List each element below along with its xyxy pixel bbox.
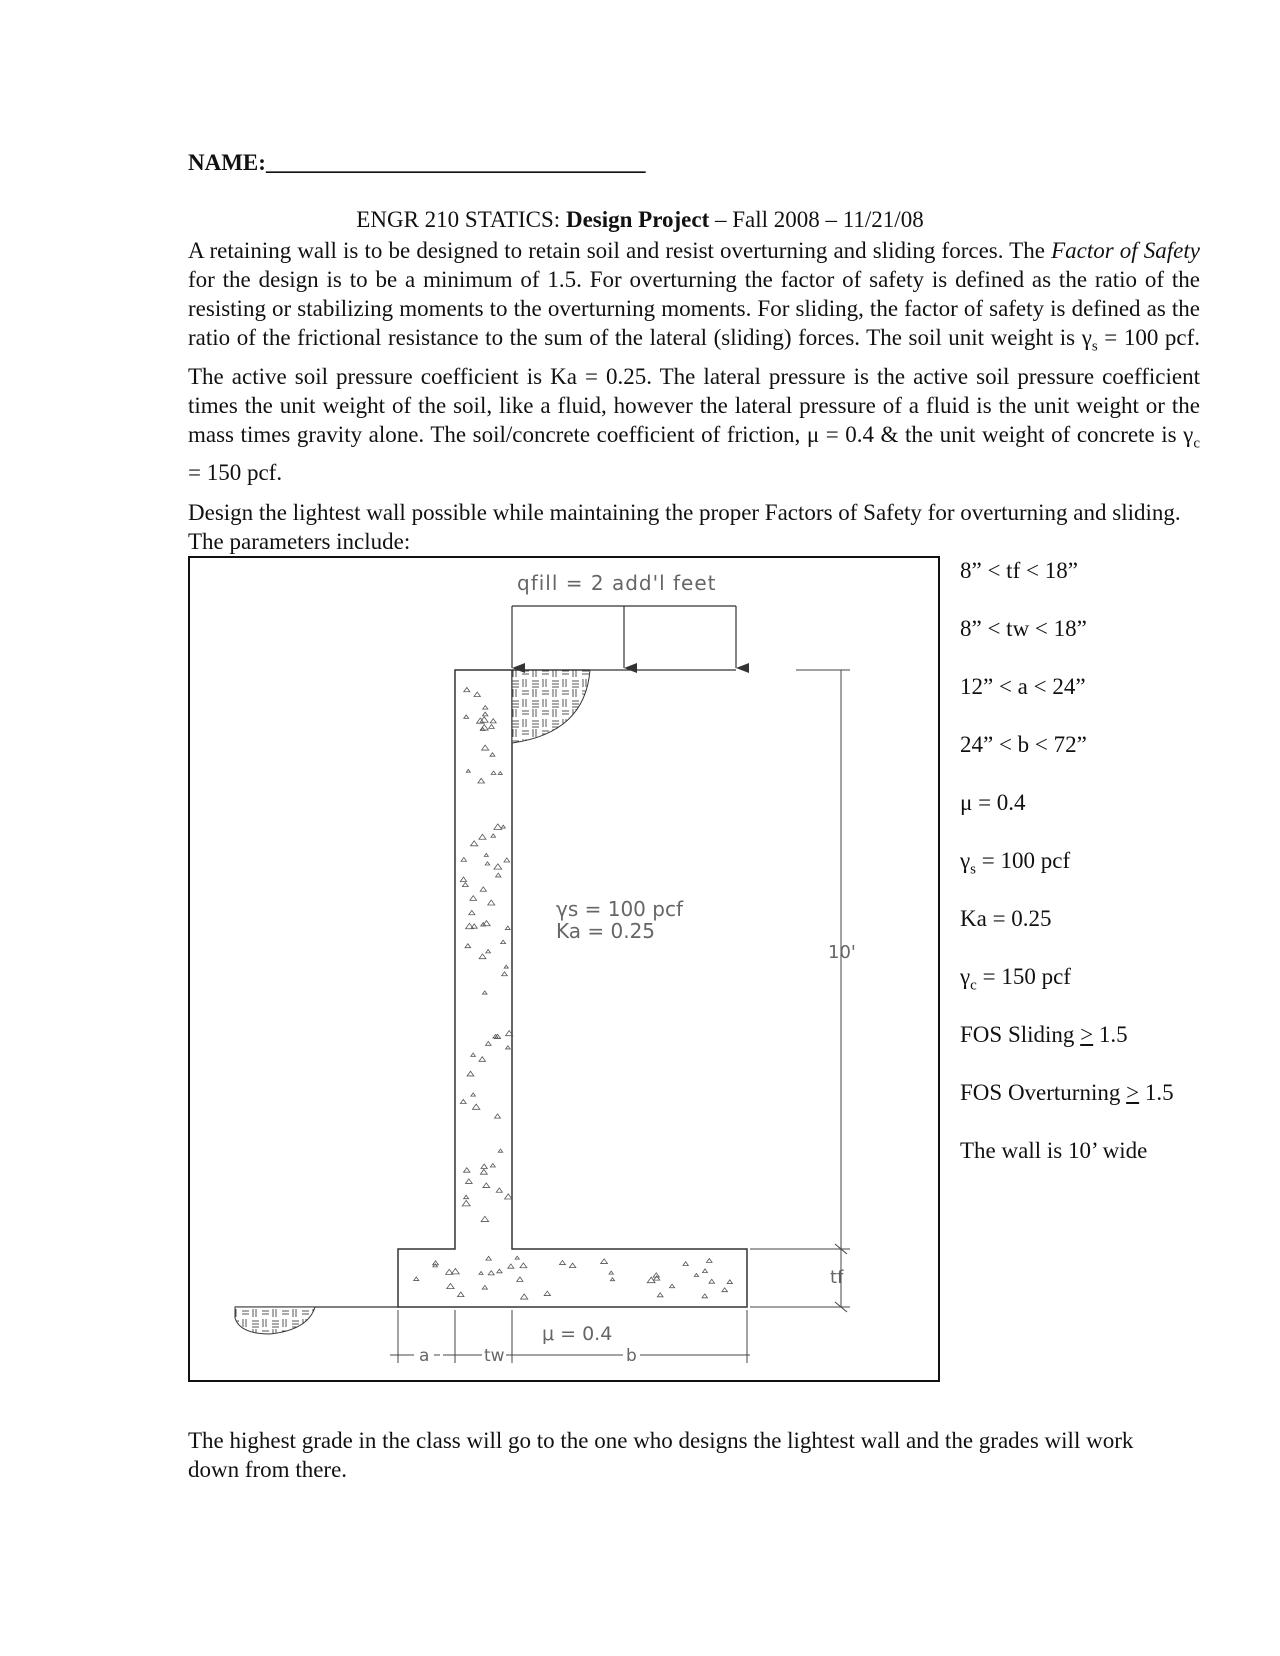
- retaining-wall-diagram: [190, 558, 942, 1384]
- param-gamma-s: [960, 848, 1070, 879]
- course-title: ENGR 210 STATICS:: [356, 207, 561, 232]
- param-fos-overturning-symbol: >: [1126, 1080, 1140, 1105]
- intro-text-1: A retaining wall is to be designed to retain soil and resist overturning and sliding forces. The: [188, 238, 1052, 263]
- toe-soil-hatch: [235, 1307, 315, 1334]
- param-b: 24” < b < 72”: [960, 732, 1087, 757]
- param-fos-overturning: [960, 1080, 1174, 1106]
- intro-sub-c: c: [1193, 435, 1200, 452]
- param-fos-overturning-label: FOS Overturning: [960, 1080, 1127, 1105]
- param-gamma-c-sub: c: [970, 977, 977, 994]
- param-gamma-c-symbol: γ: [960, 964, 971, 989]
- intro-text-3: = 100 pcf. The active soil pressure coefficient is Ka = 0.25. The lateral pressure is the active soil pressure coefficient times the unit weight of the soil, like a fluid, however the lateral pressure of a fluid is the unit weight or the mass times gravity alone. The soil/concrete coefficient of friction, μ = 0.4 & the unit weight of concrete is γ: [188, 325, 1200, 447]
- intro-sub-s: s: [1091, 338, 1098, 355]
- param-a: 12” < a < 24”: [960, 674, 1086, 699]
- design-paragraph: Design the lightest wall possible while maintaining the proper Factors of Safety for overturning and sliding. The parameters include:: [188, 500, 1181, 554]
- intro-text-4: = 150 pcf.: [188, 460, 283, 486]
- param-fos-sliding: [960, 1022, 1128, 1048]
- name-line: [188, 150, 645, 176]
- tw-label: tw: [484, 1346, 505, 1366]
- backfill-soil-hatch: [512, 670, 590, 743]
- surcharge-load: [512, 606, 736, 670]
- tf-label: tf: [830, 1267, 844, 1288]
- param-gamma-s-sub: s: [970, 861, 977, 878]
- param-gamma-s-value: = 100 pcf: [976, 848, 1071, 873]
- param-gamma-s-symbol: γ: [960, 848, 971, 873]
- param-fos-sliding-value: 1.5: [1093, 1022, 1128, 1047]
- param-gamma-c: [960, 964, 1071, 995]
- surcharge-label: qfill = 2 add'l feet: [517, 571, 717, 595]
- retaining-wall-figure: [188, 556, 940, 1382]
- wall-outline: [398, 670, 747, 1307]
- height-dimension: [750, 670, 850, 1312]
- param-wall-width: The wall is 10’ wide: [960, 1138, 1148, 1163]
- height-label: 10': [828, 942, 856, 963]
- param-tf: 8” < tf < 18”: [960, 558, 1078, 583]
- term-date: – Fall 2008 – 11/21/08: [714, 207, 924, 232]
- param-mu: μ = 0.4: [960, 790, 1026, 815]
- param-tw: 8” < tw < 18”: [960, 616, 1087, 641]
- param-gamma-c-value: = 150 pcf: [976, 964, 1071, 989]
- intro-paragraph: [188, 236, 1200, 487]
- soil-ka-label: Ka = 0.25: [556, 919, 656, 943]
- factor-of-safety-term: Factor of Safety: [1051, 238, 1200, 263]
- project-title: Design Project: [565, 207, 710, 232]
- param-fos-overturning-value: 1.5: [1139, 1080, 1174, 1105]
- b-label: b: [626, 1346, 637, 1366]
- param-fos-sliding-symbol: >: [1080, 1022, 1094, 1047]
- name-label: NAME:: [188, 150, 266, 175]
- name-blank: _________________________________: [265, 150, 646, 175]
- a-label: a: [419, 1346, 430, 1366]
- param-ka: Ka = 0.25: [960, 906, 1052, 931]
- soil-gamma-label: γs = 100 pcf: [556, 897, 683, 921]
- intro-text-2: for the design is to be a minimum of 1.5. For overturning the factor of safety is defined as the ratio of the resisting or stabilizing moments to the overturning moments. For sliding, the factor of safety is defined as the ratio of the frictional resistance to the sum of the lateral (sliding) forces. The soil unit weight is γ: [188, 267, 1200, 350]
- param-fos-sliding-label: FOS Sliding: [960, 1022, 1081, 1047]
- mu-label: μ = 0.4: [542, 1323, 613, 1345]
- document-title: [0, 207, 1280, 233]
- closing-paragraph: The highest grade in the class will go to the one who designs the lightest wall and the grades will work down from there.: [188, 1428, 1134, 1482]
